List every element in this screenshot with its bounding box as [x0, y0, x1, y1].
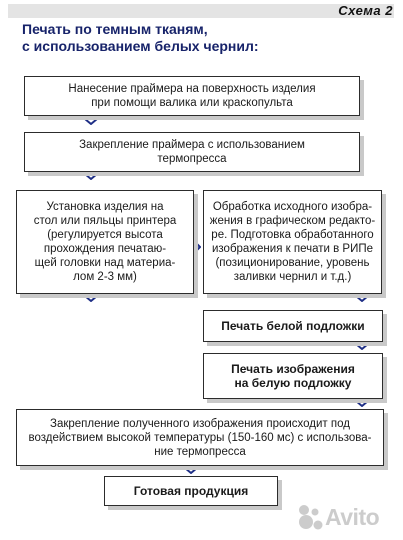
step-primer-fix — [24, 132, 360, 172]
step-mount-item-text: Установка изделия на стол или пяльцы принтера (регулируется высота прохождения печатаю- щей головки над материа- лом 2-3 мм) — [33, 201, 177, 283]
scheme-label: Схема 2 — [338, 3, 393, 18]
arrow-right-connector — [193, 240, 200, 254]
arrow-chevron-6 — [356, 401, 368, 406]
diagram-title — [22, 21, 312, 55]
arrow-chevron-1 — [85, 119, 97, 124]
title-line-2: с использованием белых чернил: — [22, 38, 259, 54]
arrow-chevron-3 — [85, 296, 97, 301]
arrow-chevron-4 — [356, 296, 368, 301]
arrow-chevron-2 — [85, 174, 97, 179]
arrow-chevron-7 — [185, 468, 197, 473]
step-mount-item — [16, 190, 194, 294]
step-finished-text: Готовая продукция — [133, 484, 249, 498]
step-primer-apply — [24, 76, 360, 116]
step-finished — [104, 476, 278, 506]
step-final-fix-text: Закрепление полученного изображения происходит под воздействием высокой температуры (150-160 мс) с использова- ние термопресса — [28, 417, 372, 458]
arrow-chevron-5 — [356, 344, 368, 349]
title-line-1: Печать по темным тканям, — [22, 21, 208, 37]
step-white-base — [203, 310, 383, 342]
step-print-image-text: Печать изображения на белую подложку — [231, 362, 355, 390]
step-primer-fix-text: Закрепление праймера с использованием термопресса — [79, 139, 305, 165]
step-image-processing-text: Обработка исходного изобра- жения в графическом редакто- ре. Подготовка обработанного изображения к печати в РИПе (позиционирование, уровень заливки чернил и т.д.) — [209, 201, 376, 283]
step-final-fix — [16, 409, 384, 466]
step-primer-apply-text: Нанесение праймера на поверхность изделия при помощи валика или краскопульта — [68, 83, 316, 109]
step-print-image — [203, 353, 383, 399]
watermark-text: Avito — [325, 504, 380, 530]
step-white-base-text: Печать белой подложки — [221, 319, 365, 333]
header-bar — [8, 4, 394, 18]
step-image-processing — [203, 190, 382, 294]
